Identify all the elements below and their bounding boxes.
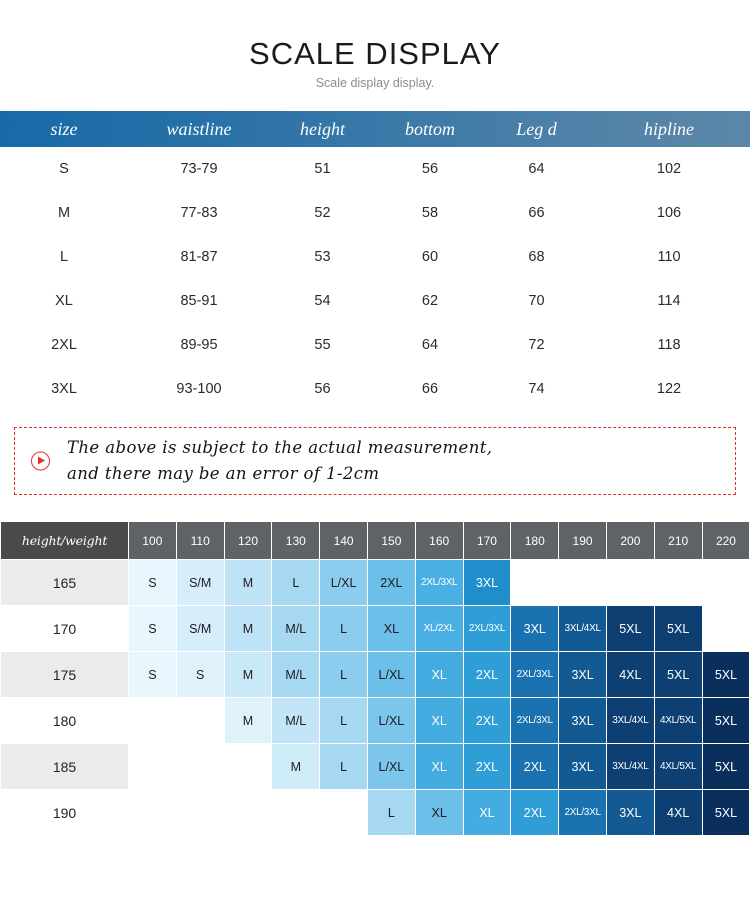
matrix-row bbox=[1, 606, 750, 652]
size-value-cell: 68 bbox=[528, 249, 545, 265]
size-value-cell: 51 bbox=[314, 161, 331, 177]
matrix-cell: L/XL bbox=[367, 698, 415, 744]
matrix-cell: 2XL/3XL bbox=[559, 790, 607, 836]
table-row bbox=[0, 279, 750, 323]
matrix-cell: L bbox=[272, 560, 320, 606]
matrix-weight-header: 120 bbox=[224, 522, 272, 560]
matrix-cell: 3XL bbox=[606, 790, 654, 836]
matrix-cell bbox=[702, 560, 750, 606]
matrix-cell: L bbox=[320, 744, 368, 790]
size-label-cell: L bbox=[59, 249, 69, 265]
matrix-cell: XL bbox=[415, 698, 463, 744]
size-value-cell: 72 bbox=[528, 337, 545, 353]
matrix-cell: M/L bbox=[272, 652, 320, 698]
matrix-cell bbox=[129, 698, 177, 744]
matrix-cell: 2XL/3XL bbox=[463, 606, 511, 652]
matrix-cell: L bbox=[320, 652, 368, 698]
size-label-cell: 2XL bbox=[51, 337, 77, 353]
size-label-cell: XL bbox=[55, 293, 73, 309]
matrix-cell: XL bbox=[463, 790, 511, 836]
matrix-cell bbox=[272, 790, 320, 836]
matrix-cell: M bbox=[224, 606, 272, 652]
size-value-cell: 73-79 bbox=[180, 161, 218, 177]
matrix-cell: XL/2XL bbox=[415, 606, 463, 652]
size-chart-header bbox=[0, 111, 750, 147]
matrix-cell: 2XL bbox=[463, 698, 511, 744]
matrix-height-header: 175 bbox=[1, 652, 129, 698]
matrix-cell bbox=[320, 790, 368, 836]
matrix-cell: M bbox=[224, 652, 272, 698]
matrix-cell: S bbox=[129, 606, 177, 652]
size-column-header: height bbox=[270, 111, 375, 147]
matrix-cell bbox=[224, 744, 272, 790]
measurement-note-line1: The above is subject to the actual measurement, bbox=[67, 438, 493, 458]
matrix-cell: L bbox=[320, 606, 368, 652]
matrix-corner-label: height/weight bbox=[1, 522, 129, 560]
matrix-cell: 2XL bbox=[511, 744, 559, 790]
matrix-cell: 2XL bbox=[511, 790, 559, 836]
matrix-height-header: 185 bbox=[1, 744, 129, 790]
matrix-cell: L bbox=[320, 698, 368, 744]
matrix-row bbox=[1, 698, 750, 744]
matrix-cell bbox=[129, 790, 177, 836]
matrix-cell: XL bbox=[415, 652, 463, 698]
matrix-cell bbox=[129, 744, 177, 790]
matrix-cell: 5XL bbox=[702, 698, 750, 744]
matrix-row bbox=[1, 744, 750, 790]
matrix-row bbox=[1, 790, 750, 836]
size-value-cell: 93-100 bbox=[176, 381, 222, 397]
matrix-cell bbox=[702, 606, 750, 652]
matrix-cell: 2XL/3XL bbox=[415, 560, 463, 606]
table-row bbox=[0, 191, 750, 235]
matrix-row bbox=[1, 652, 750, 698]
table-row bbox=[0, 367, 750, 411]
matrix-cell: 5XL bbox=[702, 790, 750, 836]
matrix-cell: 4XL/5XL bbox=[654, 698, 702, 744]
size-value-cell: 62 bbox=[421, 293, 439, 309]
table-row bbox=[0, 235, 750, 279]
size-value-cell: 102 bbox=[656, 161, 682, 177]
measurement-note bbox=[14, 427, 736, 495]
matrix-cell bbox=[224, 790, 272, 836]
page-header bbox=[0, 0, 750, 90]
matrix-header bbox=[1, 522, 750, 560]
matrix-cell: M bbox=[224, 560, 272, 606]
matrix-cell: 3XL bbox=[463, 560, 511, 606]
size-column-header: hipline bbox=[588, 111, 750, 147]
matrix-cell: 5XL bbox=[702, 744, 750, 790]
matrix-cell: 2XL/3XL bbox=[511, 698, 559, 744]
matrix-cell: 5XL bbox=[606, 606, 654, 652]
size-value-cell: 54 bbox=[314, 293, 331, 309]
matrix-cell: 2XL bbox=[463, 744, 511, 790]
matrix-weight-header: 130 bbox=[272, 522, 320, 560]
size-column-header: waistline bbox=[128, 111, 270, 147]
matrix-cell bbox=[176, 698, 224, 744]
matrix-weight-header: 180 bbox=[511, 522, 559, 560]
size-value-cell: 77-83 bbox=[180, 205, 218, 221]
matrix-weight-header: 170 bbox=[463, 522, 511, 560]
page-title: SCALE DISPLAY bbox=[249, 36, 501, 71]
size-value-cell: 70 bbox=[528, 293, 545, 309]
size-value-cell: 64 bbox=[528, 161, 545, 177]
matrix-header-row bbox=[1, 522, 750, 560]
size-value-cell: 52 bbox=[314, 205, 331, 221]
matrix-cell: 3XL bbox=[559, 652, 607, 698]
measurement-note-line2: and there may be an error of 1-2cm bbox=[67, 464, 380, 483]
matrix-cell: M bbox=[224, 698, 272, 744]
matrix-weight-header: 100 bbox=[129, 522, 177, 560]
size-value-cell: 81-87 bbox=[180, 249, 218, 265]
size-value-cell: 114 bbox=[657, 293, 681, 309]
page-subtitle: Scale display display. bbox=[315, 76, 435, 90]
matrix-weight-header: 210 bbox=[654, 522, 702, 560]
size-chart-table bbox=[0, 111, 750, 411]
size-value-cell: 56 bbox=[314, 381, 331, 397]
size-value-cell: 85-91 bbox=[180, 293, 218, 309]
matrix-weight-header: 200 bbox=[606, 522, 654, 560]
matrix-row bbox=[1, 560, 750, 606]
matrix-cell: 3XL/4XL bbox=[606, 698, 654, 744]
matrix-cell: L/XL bbox=[367, 652, 415, 698]
table-row bbox=[0, 323, 750, 367]
matrix-weight-header: 220 bbox=[702, 522, 750, 560]
matrix-cell: 5XL bbox=[654, 606, 702, 652]
matrix-weight-header: 140 bbox=[320, 522, 368, 560]
matrix-cell: S/M bbox=[176, 606, 224, 652]
size-column-header: Leg d bbox=[485, 111, 588, 147]
matrix-cell: L bbox=[367, 790, 415, 836]
matrix-cell: L/XL bbox=[320, 560, 368, 606]
matrix-cell bbox=[176, 744, 224, 790]
size-value-cell: 56 bbox=[421, 161, 439, 177]
size-value-cell: 64 bbox=[421, 337, 439, 353]
matrix-cell: XL bbox=[415, 790, 463, 836]
size-label-cell: M bbox=[57, 205, 71, 221]
matrix-cell: S bbox=[129, 560, 177, 606]
matrix-cell: S/M bbox=[176, 560, 224, 606]
matrix-weight-header: 190 bbox=[559, 522, 607, 560]
matrix-cell: S bbox=[129, 652, 177, 698]
matrix-cell: 5XL bbox=[654, 652, 702, 698]
size-value-cell: 58 bbox=[421, 205, 439, 221]
matrix-cell: 2XL/3XL bbox=[511, 652, 559, 698]
matrix-cell: 3XL bbox=[559, 744, 607, 790]
matrix-cell: 3XL/4XL bbox=[606, 744, 654, 790]
matrix-cell bbox=[606, 560, 654, 606]
matrix-height-header: 165 bbox=[1, 560, 129, 606]
size-value-cell: 110 bbox=[657, 249, 681, 265]
matrix-height-header: 170 bbox=[1, 606, 129, 652]
matrix-cell: L/XL bbox=[367, 744, 415, 790]
matrix-weight-header: 150 bbox=[367, 522, 415, 560]
matrix-body bbox=[1, 560, 750, 836]
matrix-cell: XL bbox=[367, 606, 415, 652]
size-value-cell: 55 bbox=[314, 337, 331, 353]
matrix-cell bbox=[176, 790, 224, 836]
matrix-cell: M bbox=[272, 744, 320, 790]
size-chart-header-row bbox=[0, 111, 750, 147]
matrix-cell bbox=[654, 560, 702, 606]
size-value-cell: 118 bbox=[657, 337, 681, 353]
size-value-cell: 74 bbox=[528, 381, 545, 397]
size-value-cell: 60 bbox=[421, 249, 439, 265]
measurement-note-wrapper bbox=[0, 411, 750, 495]
matrix-cell: M/L bbox=[272, 606, 320, 652]
measurement-note-text bbox=[67, 435, 492, 486]
matrix-cell: S bbox=[176, 652, 224, 698]
size-column-header: size bbox=[0, 111, 128, 147]
matrix-weight-header: 110 bbox=[176, 522, 224, 560]
size-label-cell: 3XL bbox=[51, 381, 77, 397]
matrix-cell: 4XL/5XL bbox=[654, 744, 702, 790]
size-chart-body bbox=[0, 147, 750, 411]
size-value-cell: 89-95 bbox=[180, 337, 218, 353]
height-weight-matrix bbox=[0, 521, 750, 836]
matrix-cell: 2XL bbox=[367, 560, 415, 606]
matrix-cell bbox=[559, 560, 607, 606]
matrix-cell: 4XL bbox=[606, 652, 654, 698]
size-label-cell: S bbox=[59, 161, 69, 177]
size-value-cell: 122 bbox=[656, 381, 682, 397]
matrix-cell: XL bbox=[415, 744, 463, 790]
matrix-cell: 3XL bbox=[511, 606, 559, 652]
matrix-cell bbox=[511, 560, 559, 606]
size-value-cell: 106 bbox=[656, 205, 682, 221]
matrix-height-header: 190 bbox=[1, 790, 129, 836]
height-weight-matrix-wrapper bbox=[0, 521, 750, 836]
matrix-cell: 4XL bbox=[654, 790, 702, 836]
matrix-cell: 5XL bbox=[702, 652, 750, 698]
matrix-cell: M/L bbox=[272, 698, 320, 744]
table-row bbox=[0, 147, 750, 191]
matrix-weight-header: 160 bbox=[415, 522, 463, 560]
size-value-cell: 66 bbox=[421, 381, 439, 397]
matrix-height-header: 180 bbox=[1, 698, 129, 744]
matrix-cell: 3XL bbox=[559, 698, 607, 744]
arrow-right-circle-icon bbox=[31, 452, 50, 471]
size-value-cell: 53 bbox=[314, 249, 331, 265]
size-column-header: bottom bbox=[375, 111, 485, 147]
size-value-cell: 66 bbox=[528, 205, 545, 221]
matrix-cell: 3XL/4XL bbox=[559, 606, 607, 652]
matrix-cell: 2XL bbox=[463, 652, 511, 698]
